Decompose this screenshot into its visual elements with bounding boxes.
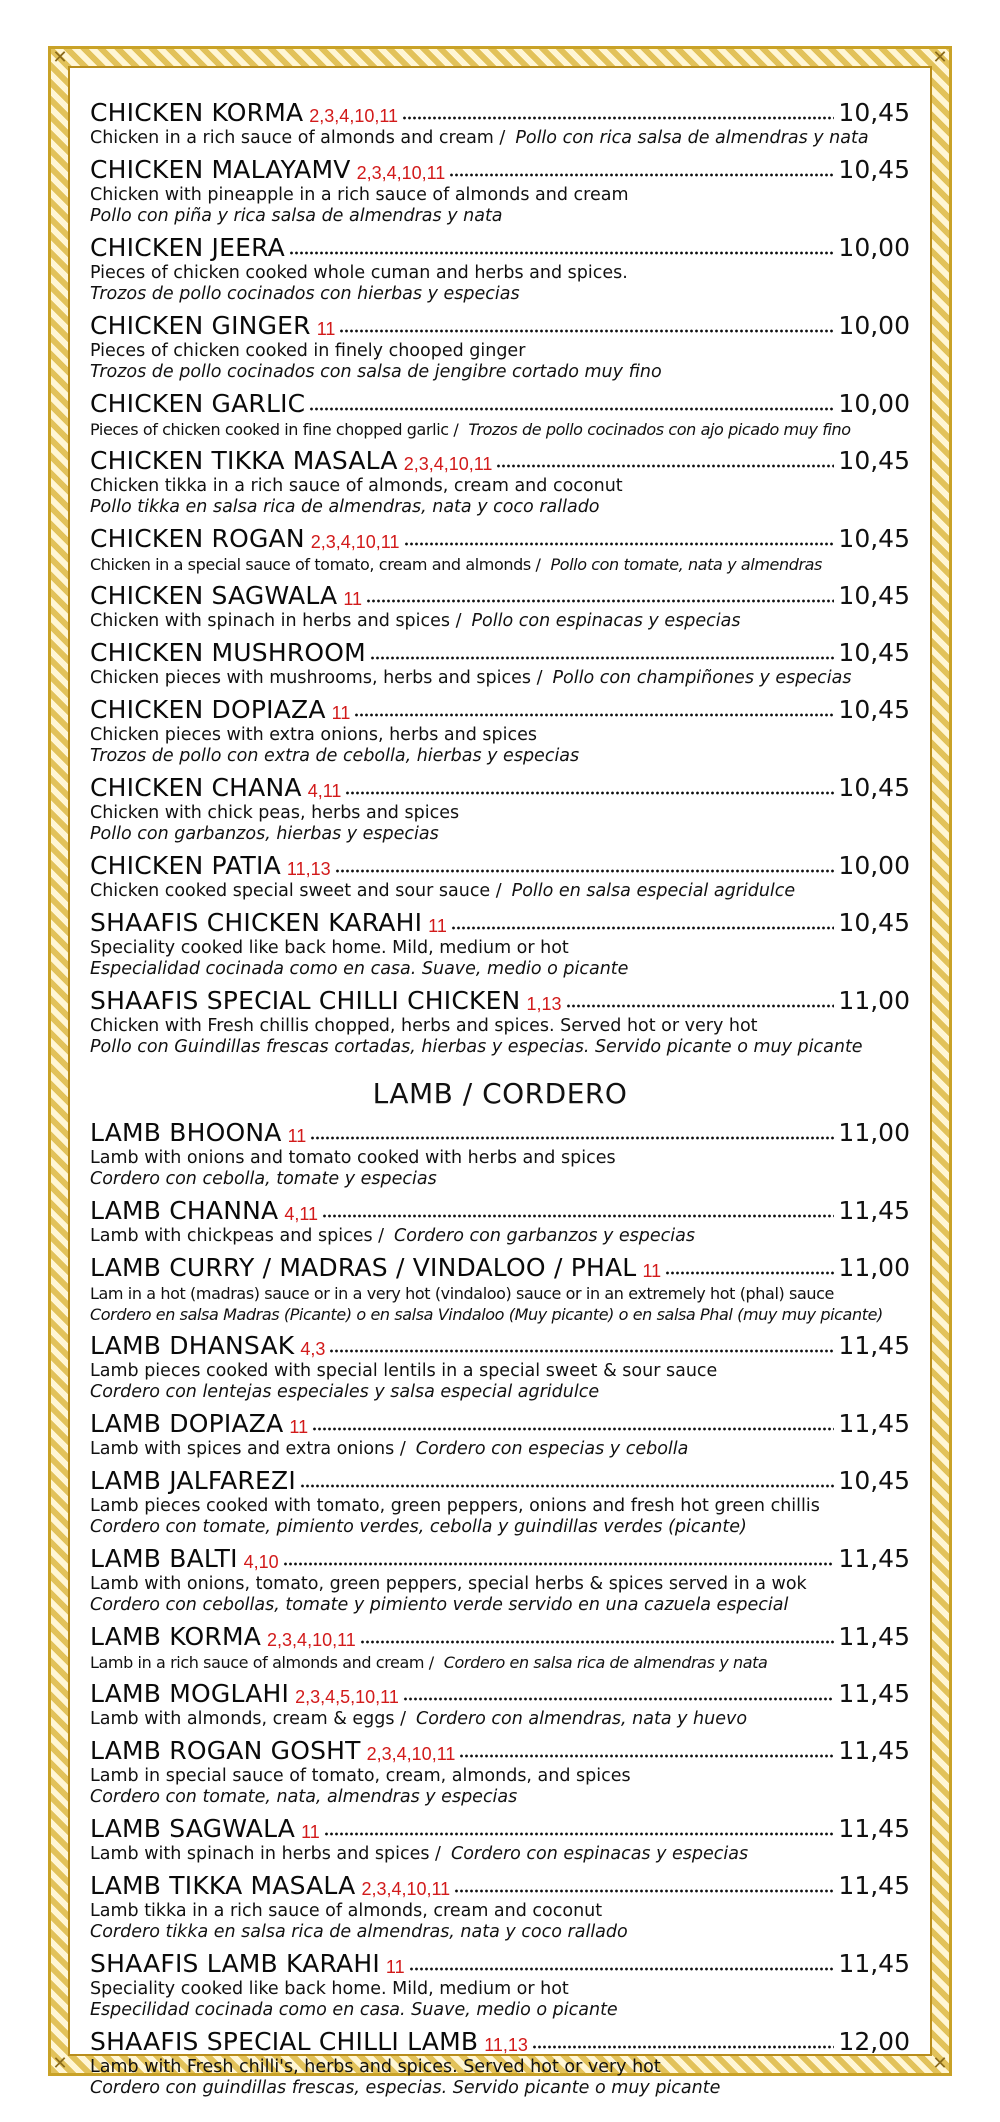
- allergen-codes: 11: [289, 1417, 309, 1437]
- description-en: Chicken with pineapple in a rich sauce of almonds and cream: [90, 185, 629, 205]
- ornament-cross-icon: ✕: [52, 2053, 68, 2074]
- dot-leader: [283, 1561, 835, 1567]
- dish-name: LAMB KORMA: [90, 1622, 262, 1651]
- dish-price: 11,45: [838, 1871, 910, 1900]
- menu-item: [90, 908, 910, 980]
- description-es: Cordero con garbanzos y especias: [394, 1226, 696, 1246]
- dot-leader: [370, 655, 834, 661]
- menu-item-header: [90, 695, 910, 725]
- dot-leader: [324, 1831, 835, 1837]
- dot-leader: [454, 1888, 834, 1894]
- description-en: Chicken with chick peas, herbs and spices: [90, 803, 460, 823]
- menu-item: [90, 233, 910, 305]
- dish-price: 11,45: [838, 1949, 910, 1978]
- dish-name: LAMB BALTI: [90, 1544, 238, 1573]
- menu-item: [90, 1409, 910, 1460]
- description-en: Lamb in special sauce of tomato, cream, almonds, and spices: [90, 1766, 631, 1786]
- menu-item-header: [90, 1622, 910, 1652]
- dot-leader: [289, 250, 834, 256]
- dish-price: 10,45: [838, 695, 910, 724]
- dish-name: LAMB ROGAN GOSHT: [90, 1736, 361, 1765]
- dot-leader: [310, 1135, 834, 1141]
- description-es: Cordero tikka en salsa rica de almendras, nata y coco rallado: [90, 1922, 628, 1942]
- dish-description: [90, 611, 910, 632]
- dish-name: CHICKEN ROGAN: [90, 524, 305, 553]
- menu-item-header: [90, 1118, 910, 1148]
- dish-description: [90, 1439, 910, 1460]
- menu-item-header: [90, 908, 910, 938]
- dot-leader: [402, 115, 834, 121]
- dish-price: 10,45: [838, 155, 910, 184]
- menu-item: [90, 1622, 910, 1673]
- allergen-codes: 11: [385, 1957, 405, 1977]
- menu-item: [90, 2027, 910, 2099]
- description-en: Lamb with almonds, cream & eggs /: [90, 1709, 406, 1729]
- menu-item: [90, 1949, 910, 2021]
- dish-name: CHICKEN GARLIC: [90, 389, 306, 418]
- allergen-codes: 2,3,4,5,10,11: [295, 1687, 399, 1707]
- description-en: Lamb tikka in a rich sauce of almonds, cream and coconut: [90, 1901, 603, 1921]
- dish-price: 10,00: [838, 233, 910, 262]
- menu-item-header: [90, 851, 910, 881]
- dish-name: LAMB CHANNA: [90, 1196, 279, 1225]
- menu-item-header: [90, 1331, 910, 1361]
- description-en: Lamb with chickpeas and spices /: [90, 1226, 385, 1246]
- allergen-codes: 2,3,4,10,11: [267, 1630, 356, 1650]
- description-en: Chicken with spinach in herbs and spices /: [90, 611, 462, 631]
- description-es: Especilidad cocinada como en casa. Suave, medio o picante: [90, 2000, 618, 2020]
- dish-name: SHAAFIS LAMB KARAHI: [90, 1949, 380, 1978]
- chicken-section: [90, 98, 910, 1058]
- menu-item: [90, 1814, 910, 1865]
- dish-price: 10,45: [838, 638, 910, 667]
- description-en: Chicken pieces with mushrooms, herbs and spices /: [90, 668, 543, 688]
- description-es: Pollo con Guindillas frescas cortadas, hierbas y especias. Servido picante o muy picante: [90, 1037, 863, 1057]
- menu-content: [90, 98, 910, 2105]
- description-en: Chicken pieces with extra onions, herbs and spices: [90, 725, 538, 745]
- dish-price: 10,00: [838, 389, 910, 418]
- dish-name: CHICKEN GINGER: [90, 311, 311, 340]
- dish-price: 11,45: [838, 1196, 910, 1225]
- dish-price: 10,45: [838, 773, 910, 802]
- description-en: Speciality cooked like back home. Mild, medium or hot: [90, 938, 569, 958]
- dish-name: LAMB DHANSAK: [90, 1331, 295, 1360]
- allergen-codes: 11: [316, 319, 336, 339]
- description-es: Pollo con champiñones y especias: [552, 668, 852, 688]
- menu-item-header: [90, 233, 910, 263]
- description-es: Cordero con tomate, pimiento verdes, cebolla y guindillas verdes (picante): [90, 1517, 747, 1537]
- dish-name: CHICKEN DOPIAZA: [90, 695, 326, 724]
- allergen-codes: 11: [331, 703, 351, 723]
- menu-item: [90, 1196, 910, 1247]
- dish-name: LAMB CURRY / MADRAS / VINDALOO / PHAL: [90, 1253, 637, 1282]
- dish-name: LAMB MOGLAHI: [90, 1679, 290, 1708]
- menu-item: [90, 1331, 910, 1403]
- menu-item-header: [90, 524, 910, 554]
- dish-name: CHICKEN PATIA: [90, 851, 281, 880]
- dish-price: 11,45: [838, 1622, 910, 1651]
- menu-item: [90, 446, 910, 518]
- menu-item: [90, 155, 910, 227]
- menu-item: [90, 1253, 910, 1325]
- description-en: Lam in a hot (madras) sauce or in a very hot (vindaloo) sauce or in an extremely hot (phal) sauce: [90, 1284, 834, 1303]
- allergen-codes: 2,3,4,10,11: [310, 532, 400, 552]
- description-en: Lamb pieces cooked with tomato, green peppers, onions and fresh hot green chillis: [90, 1496, 820, 1516]
- dot-leader: [366, 598, 834, 604]
- dot-leader: [322, 1213, 834, 1219]
- allergen-codes: 1,13: [526, 994, 562, 1014]
- dot-leader: [329, 1348, 834, 1354]
- dish-description: [90, 881, 910, 902]
- allergen-codes: 2,3,4,10,11: [309, 106, 399, 126]
- menu-item-header: [90, 389, 910, 419]
- dish-name: CHICKEN KORMA: [90, 98, 304, 127]
- menu-item: [90, 986, 910, 1058]
- allergen-codes: 4,11: [284, 1204, 319, 1224]
- description-en: Pieces of chicken cooked whole cuman and herbs and spices.: [90, 263, 628, 283]
- menu-item-header: [90, 311, 910, 341]
- description-en: Lamb with spices and extra onions /: [90, 1439, 406, 1459]
- menu-item: [90, 695, 910, 767]
- dish-description: [90, 419, 910, 440]
- dot-leader: [312, 1426, 834, 1432]
- menu-item: [90, 773, 910, 845]
- description-en: Lamb pieces cooked with special lentils in a special sweet & sour sauce: [90, 1361, 718, 1381]
- dish-price: 12,00: [838, 2027, 910, 2056]
- dish-price: 10,45: [838, 98, 910, 127]
- dish-name: LAMB BHOONA: [90, 1118, 282, 1147]
- description-es: Cordero con cebollas, tomate y pimiento verde servido en una cazuela especial: [90, 1595, 789, 1615]
- menu-item: [90, 1736, 910, 1808]
- allergen-codes: 2,3,4,10,11: [356, 163, 446, 183]
- menu-item-header: [90, 1814, 910, 1844]
- menu-item-header: [90, 1466, 910, 1496]
- menu-item: [90, 638, 910, 689]
- dish-name: CHICKEN SAGWALA: [90, 581, 338, 610]
- menu-item: [90, 1871, 910, 1943]
- dish-name: SHAAFIS SPECIAL CHILLI CHICKEN: [90, 986, 521, 1015]
- menu-item: [90, 389, 910, 440]
- dot-leader: [339, 328, 834, 334]
- description-es: Especialidad cocinada como en casa. Suave, medio o picante: [90, 959, 629, 979]
- allergen-codes: 2,3,4,10,11: [366, 1744, 456, 1764]
- description-en: Chicken cooked special sweet and sour sauce /: [90, 881, 502, 901]
- menu-item: [90, 1679, 910, 1730]
- description-es: Cordero en salsa Madras (Picante) o en salsa Vindaloo (Muy picante) o en salsa Phal (muy muy picante): [90, 1305, 883, 1324]
- allergen-codes: 4,11: [307, 781, 342, 801]
- dish-price: 10,45: [838, 1466, 910, 1495]
- dot-leader: [360, 1639, 835, 1645]
- menu-item: [90, 1466, 910, 1538]
- dish-price: 10,45: [838, 446, 910, 475]
- menu-item-header: [90, 1409, 910, 1439]
- dot-leader: [309, 406, 834, 412]
- description-es: Cordero con espinacas y especias: [450, 1844, 749, 1864]
- allergen-codes: 11: [287, 1126, 307, 1146]
- dish-name: LAMB JALFAREZI: [90, 1466, 296, 1495]
- description-es: Cordero con guindillas frescas, especias. Servido picante o muy picante: [90, 2078, 721, 2098]
- dot-leader: [451, 925, 835, 931]
- dot-leader: [345, 790, 834, 796]
- dot-leader: [404, 541, 835, 547]
- menu-item-header: [90, 1679, 910, 1709]
- dot-leader: [403, 1696, 835, 1702]
- menu-item-header: [90, 1253, 910, 1283]
- allergen-codes: 11: [642, 1261, 662, 1281]
- allergen-codes: 11,13: [286, 859, 331, 879]
- description-es: Pollo con espinacas y especias: [471, 611, 741, 631]
- description-en: Lamb with onions and tomato cooked with herbs and spices: [90, 1148, 616, 1168]
- dot-leader: [354, 712, 834, 718]
- menu-item: [90, 524, 910, 575]
- dish-name: LAMB TIKKA MASALA: [90, 1871, 356, 1900]
- dish-price: 11,00: [838, 1253, 910, 1282]
- dish-description: [90, 1709, 910, 1730]
- allergen-codes: 11: [301, 1822, 320, 1842]
- menu-item-header: [90, 581, 910, 611]
- dot-leader: [665, 1270, 834, 1276]
- dish-price: 11,45: [838, 1544, 910, 1573]
- dish-name: CHICKEN JEERA: [90, 233, 285, 262]
- dish-description: [90, 1844, 910, 1865]
- dish-price: 10,00: [838, 851, 910, 880]
- dish-price: 11,00: [838, 1118, 910, 1147]
- dot-leader: [566, 1003, 835, 1009]
- dish-price: 10,45: [838, 581, 910, 610]
- menu-item: [90, 581, 910, 632]
- dish-name: LAMB SAGWALA: [90, 1814, 296, 1843]
- dot-leader: [532, 2044, 834, 2050]
- description-en: Lamb with onions, tomato, green peppers, special herbs & spices served in a wok: [90, 1574, 807, 1594]
- ornament-cross-icon: ✕: [932, 47, 948, 68]
- description-es: Trozos de pollo cocinados con ajo picado muy fino: [468, 420, 851, 439]
- menu-item-header: [90, 1736, 910, 1766]
- allergen-codes: 2,3,4,10,11: [403, 454, 493, 474]
- description-en: Pieces of chicken cooked in fine chopped garlic /: [90, 420, 459, 439]
- dish-description: [90, 554, 910, 575]
- menu-item-header: [90, 638, 910, 668]
- menu-item-header: [90, 1544, 910, 1574]
- description-es: Pollo con garbanzos, hierbas y especias: [90, 824, 439, 844]
- allergen-codes: 11: [428, 916, 447, 936]
- dish-name: CHICKEN CHANA: [90, 773, 302, 802]
- dot-leader: [409, 1966, 835, 1972]
- dot-leader: [496, 463, 834, 469]
- description-es: Cordero con cebolla, tomate y especias: [90, 1169, 437, 1189]
- description-en: Chicken with Fresh chillis chopped, herbs and spices. Served hot or very hot: [90, 1016, 758, 1036]
- description-en: Lamb with spinach in herbs and spices /: [90, 1844, 441, 1864]
- menu-item-header: [90, 446, 910, 476]
- description-es: Pollo con rica salsa de almendras y nata: [515, 128, 869, 148]
- dish-description: [90, 1652, 910, 1673]
- dish-price: 11,45: [838, 1736, 910, 1765]
- menu-item: [90, 1118, 910, 1190]
- description-en: Chicken in a rich sauce of almonds and cream /: [90, 128, 506, 148]
- dish-price: 10,00: [838, 311, 910, 340]
- dot-leader: [449, 172, 834, 178]
- allergen-codes: 11: [343, 589, 363, 609]
- description-es: Trozos de pollo con extra de cebolla, hierbas y especias: [90, 746, 580, 766]
- menu-item: [90, 851, 910, 902]
- dish-description: [90, 668, 910, 689]
- dish-price: 11,45: [838, 1814, 910, 1843]
- section-title-lamb: LAMB / CORDERO: [372, 1077, 628, 1110]
- description-es: Trozos de pollo cocinados con hierbas y especias: [90, 284, 520, 304]
- description-es: Cordero en salsa rica de almendras y nata: [443, 1653, 768, 1672]
- menu-item: [90, 1544, 910, 1616]
- menu-item-header: [90, 2027, 910, 2057]
- allergen-codes: 4,10: [243, 1552, 279, 1572]
- ornament-cross-icon: ✕: [52, 47, 68, 68]
- menu-item: [90, 98, 910, 149]
- menu-item-header: [90, 1871, 910, 1901]
- dish-description: [90, 1226, 910, 1247]
- menu-item-header: [90, 1196, 910, 1226]
- dish-price: 11,45: [838, 1679, 910, 1708]
- description-en: Lamb with Fresh chilli's, herbs and spices. Served hot or very hot: [90, 2057, 661, 2077]
- description-es: Pollo con piña y rica salsa de almendras y nata: [90, 206, 503, 226]
- dish-name: CHICKEN MALAYAMV: [90, 155, 351, 184]
- menu-item-header: [90, 155, 910, 185]
- dish-name: CHICKEN TIKKA MASALA: [90, 446, 398, 475]
- menu-item-header: [90, 1949, 910, 1979]
- dish-description: [90, 128, 910, 149]
- dish-price: 10,45: [838, 524, 910, 553]
- description-es: Pollo en salsa especial agridulce: [511, 881, 796, 901]
- description-en: Chicken tikka in a rich sauce of almonds, cream and coconut: [90, 476, 623, 496]
- menu-item-header: [90, 98, 910, 128]
- menu-item: [90, 311, 910, 383]
- dish-name: LAMB DOPIAZA: [90, 1409, 284, 1438]
- ornament-cross-icon: ✕: [932, 2053, 948, 2074]
- allergen-codes: 4,3: [300, 1339, 326, 1359]
- description-es: Cordero con especias y cebolla: [415, 1439, 689, 1459]
- allergen-codes: 2,3,4,10,11: [361, 1879, 451, 1899]
- description-en: Chicken in a special sauce of tomato, cream and almonds /: [90, 555, 541, 574]
- menu-item-header: [90, 773, 910, 803]
- description-en: Speciality cooked like back home. Mild, medium or hot: [90, 1979, 569, 1999]
- description-es: Trozos de pollo cocinados con salsa de jengibre cortado muy fino: [90, 362, 662, 382]
- dot-leader: [335, 868, 835, 874]
- description-es: Cordero con tomate, nata, almendras y especias: [90, 1787, 518, 1807]
- dish-name: CHICKEN MUSHROOM: [90, 638, 366, 667]
- description-es: Cordero con almendras, nata y huevo: [415, 1709, 748, 1729]
- menu-item-header: [90, 986, 910, 1016]
- dot-leader: [459, 1753, 834, 1759]
- dish-price: 11,00: [838, 986, 910, 1015]
- description-es: Pollo con tomate, nata y almendras: [550, 555, 822, 574]
- dish-price: 11,45: [838, 1409, 910, 1438]
- allergen-codes: 11,13: [484, 2035, 528, 2055]
- lamb-section: [90, 1118, 910, 2099]
- description-es: Pollo tikka en salsa rica de almendras, nata y coco rallado: [90, 497, 600, 517]
- dish-price: 10,45: [838, 908, 910, 937]
- dish-price: 11,45: [838, 1331, 910, 1360]
- description-en: Lamb in a rich sauce of almonds and cream /: [90, 1653, 434, 1672]
- description-es: Cordero con lentejas especiales y salsa especial agridulce: [90, 1382, 600, 1402]
- dish-name: SHAAFIS SPECIAL CHILLI LAMB: [90, 2027, 479, 2056]
- description-en: Pieces of chicken cooked in finely chooped ginger: [90, 341, 526, 361]
- dot-leader: [300, 1483, 835, 1489]
- dish-name: SHAAFIS CHICKEN KARAHI: [90, 908, 423, 937]
